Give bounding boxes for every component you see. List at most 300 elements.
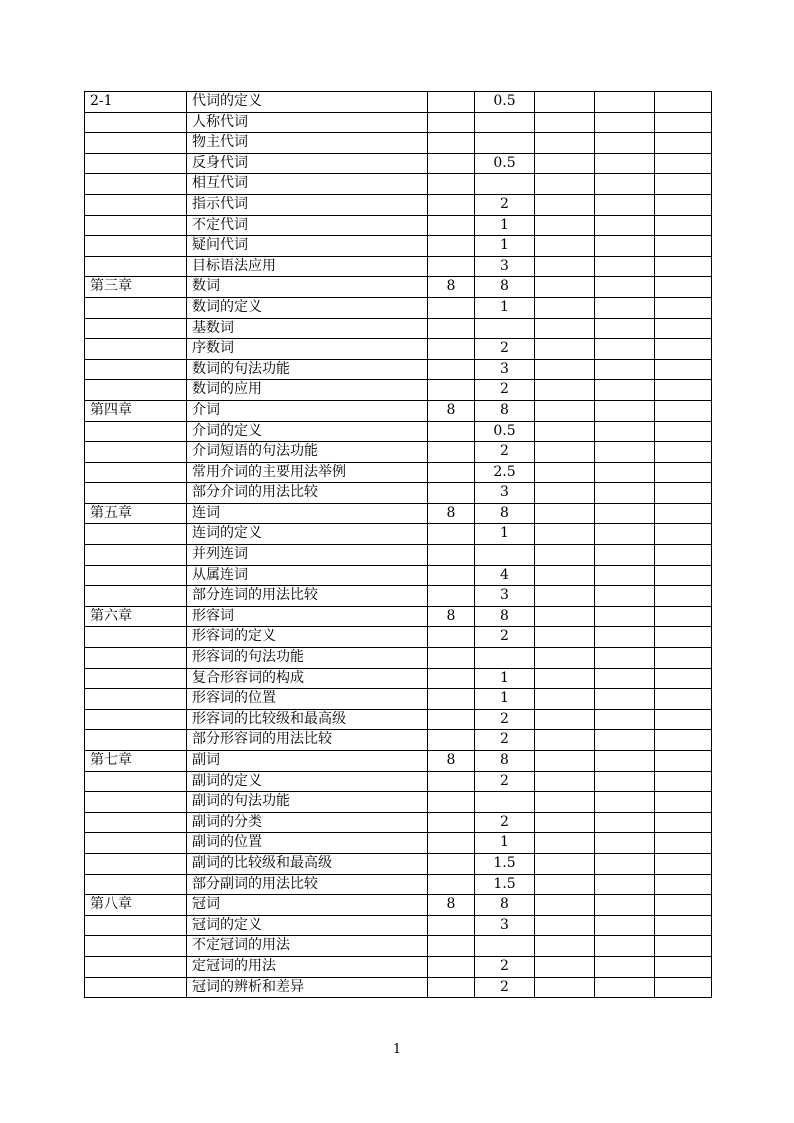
blank-cell xyxy=(655,730,712,751)
table-row xyxy=(85,236,712,257)
topic-cell: 复合形容词的构成 xyxy=(187,668,428,689)
blank-cell xyxy=(535,709,595,730)
topic-cell: 从属连词 xyxy=(187,565,428,586)
blank-cell xyxy=(595,194,655,215)
blank-cell xyxy=(535,689,595,710)
topic-cell: 冠词的辨析和差异 xyxy=(187,977,428,998)
chapter-cell: 2-1 xyxy=(85,92,187,113)
table-row xyxy=(85,339,712,360)
table-row xyxy=(85,359,712,380)
chapter-cell xyxy=(85,956,187,977)
table-row xyxy=(85,92,712,113)
chapter-hours-cell xyxy=(428,421,475,442)
topic-hours-cell: 2 xyxy=(475,730,535,751)
topic-cell: 连词的定义 xyxy=(187,524,428,545)
table-row xyxy=(85,545,712,566)
blank-cell xyxy=(595,833,655,854)
blank-cell xyxy=(655,277,712,298)
chapter-hours-cell xyxy=(428,792,475,813)
chapter-cell: 第四章 xyxy=(85,400,187,421)
blank-cell xyxy=(535,92,595,113)
blank-cell xyxy=(655,709,712,730)
blank-cell xyxy=(655,92,712,113)
chapter-cell xyxy=(85,812,187,833)
chapter-hours-cell xyxy=(428,318,475,339)
blank-cell xyxy=(595,359,655,380)
blank-cell xyxy=(655,339,712,360)
table-row xyxy=(85,400,712,421)
blank-cell xyxy=(535,751,595,772)
blank-cell xyxy=(655,853,712,874)
topic-cell: 形容词的定义 xyxy=(187,627,428,648)
blank-cell xyxy=(595,648,655,669)
chapter-hours-cell: 8 xyxy=(428,277,475,298)
table-row xyxy=(85,895,712,916)
chapter-hours-cell xyxy=(428,236,475,257)
chapter-hours-cell xyxy=(428,112,475,133)
blank-cell xyxy=(595,174,655,195)
table-row xyxy=(85,215,712,236)
table-row xyxy=(85,977,712,998)
table-row xyxy=(85,956,712,977)
chapter-hours-cell xyxy=(428,256,475,277)
topic-cell: 冠词 xyxy=(187,895,428,916)
blank-cell xyxy=(595,503,655,524)
blank-cell xyxy=(535,730,595,751)
chapter-cell xyxy=(85,339,187,360)
topic-cell: 反身代词 xyxy=(187,153,428,174)
blank-cell xyxy=(595,565,655,586)
blank-cell xyxy=(535,524,595,545)
blank-cell xyxy=(535,256,595,277)
blank-cell xyxy=(535,153,595,174)
table-row xyxy=(85,153,712,174)
chapter-hours-cell xyxy=(428,812,475,833)
blank-cell xyxy=(655,627,712,648)
topic-cell: 数词的句法功能 xyxy=(187,359,428,380)
chapter-cell: 第六章 xyxy=(85,606,187,627)
blank-cell xyxy=(595,812,655,833)
blank-cell xyxy=(595,545,655,566)
table-row xyxy=(85,936,712,957)
topic-cell: 部分介词的用法比较 xyxy=(187,483,428,504)
chapter-cell xyxy=(85,133,187,154)
chapter-hours-cell xyxy=(428,153,475,174)
blank-cell xyxy=(595,668,655,689)
blank-cell xyxy=(655,442,712,463)
blank-cell xyxy=(535,977,595,998)
blank-cell xyxy=(535,812,595,833)
chapter-cell: 第八章 xyxy=(85,895,187,916)
topic-hours-cell: 0.5 xyxy=(475,421,535,442)
chapter-hours-cell xyxy=(428,627,475,648)
chapter-hours-cell xyxy=(428,956,475,977)
blank-cell xyxy=(655,236,712,257)
blank-cell xyxy=(655,648,712,669)
topic-cell: 定冠词的用法 xyxy=(187,956,428,977)
blank-cell xyxy=(535,359,595,380)
table-row xyxy=(85,771,712,792)
blank-cell xyxy=(595,915,655,936)
topic-hours-cell xyxy=(475,648,535,669)
chapter-hours-cell xyxy=(428,442,475,463)
chapter-cell: 第七章 xyxy=(85,751,187,772)
topic-hours-cell xyxy=(475,112,535,133)
blank-cell xyxy=(535,586,595,607)
table-row xyxy=(85,833,712,854)
topic-hours-cell: 1 xyxy=(475,215,535,236)
blank-cell xyxy=(655,874,712,895)
topic-cell: 不定冠词的用法 xyxy=(187,936,428,957)
blank-cell xyxy=(655,936,712,957)
chapter-hours-cell xyxy=(428,92,475,113)
topic-hours-cell: 8 xyxy=(475,277,535,298)
blank-cell xyxy=(655,297,712,318)
blank-cell xyxy=(535,565,595,586)
blank-cell xyxy=(595,895,655,916)
blank-cell xyxy=(655,545,712,566)
table-row xyxy=(85,297,712,318)
blank-cell xyxy=(535,277,595,298)
topic-hours-cell xyxy=(475,545,535,566)
chapter-hours-cell xyxy=(428,771,475,792)
course-schedule-table xyxy=(84,91,712,998)
table-row xyxy=(85,709,712,730)
chapter-cell xyxy=(85,586,187,607)
topic-cell: 副词 xyxy=(187,751,428,772)
blank-cell xyxy=(595,400,655,421)
chapter-cell xyxy=(85,297,187,318)
chapter-cell xyxy=(85,215,187,236)
topic-hours-cell: 8 xyxy=(475,503,535,524)
chapter-hours-cell xyxy=(428,524,475,545)
topic-cell: 副词的定义 xyxy=(187,771,428,792)
topic-cell: 数词 xyxy=(187,277,428,298)
topic-hours-cell: 1 xyxy=(475,524,535,545)
chapter-hours-cell xyxy=(428,339,475,360)
table-row xyxy=(85,751,712,772)
topic-hours-cell: 2 xyxy=(475,709,535,730)
blank-cell xyxy=(595,730,655,751)
topic-cell: 不定代词 xyxy=(187,215,428,236)
blank-cell xyxy=(655,771,712,792)
blank-cell xyxy=(535,297,595,318)
blank-cell xyxy=(535,853,595,874)
topic-cell: 副词的句法功能 xyxy=(187,792,428,813)
blank-cell xyxy=(595,956,655,977)
table-row xyxy=(85,503,712,524)
topic-hours-cell: 2 xyxy=(475,380,535,401)
chapter-hours-cell xyxy=(428,648,475,669)
blank-cell xyxy=(655,751,712,772)
topic-hours-cell: 1 xyxy=(475,236,535,257)
blank-cell xyxy=(655,689,712,710)
table-row xyxy=(85,380,712,401)
chapter-hours-cell: 8 xyxy=(428,400,475,421)
chapter-hours-cell xyxy=(428,915,475,936)
chapter-cell xyxy=(85,153,187,174)
chapter-cell xyxy=(85,730,187,751)
chapter-hours-cell xyxy=(428,133,475,154)
blank-cell xyxy=(655,380,712,401)
topic-cell: 副词的比较级和最高级 xyxy=(187,853,428,874)
blank-cell xyxy=(535,483,595,504)
chapter-cell xyxy=(85,648,187,669)
topic-hours-cell: 2 xyxy=(475,977,535,998)
topic-hours-cell: 2 xyxy=(475,627,535,648)
topic-cell: 形容词的比较级和最高级 xyxy=(187,709,428,730)
blank-cell xyxy=(595,977,655,998)
topic-cell: 物主代词 xyxy=(187,133,428,154)
chapter-hours-cell xyxy=(428,174,475,195)
chapter-cell xyxy=(85,524,187,545)
blank-cell xyxy=(535,792,595,813)
blank-cell xyxy=(535,503,595,524)
blank-cell xyxy=(595,421,655,442)
topic-hours-cell: 2 xyxy=(475,812,535,833)
page-number: 1 xyxy=(392,1042,402,1057)
topic-hours-cell: 2.5 xyxy=(475,462,535,483)
blank-cell xyxy=(595,442,655,463)
blank-cell xyxy=(655,112,712,133)
blank-cell xyxy=(535,895,595,916)
topic-cell: 序数词 xyxy=(187,339,428,360)
blank-cell xyxy=(595,606,655,627)
blank-cell xyxy=(595,689,655,710)
blank-cell xyxy=(535,380,595,401)
blank-cell xyxy=(595,133,655,154)
topic-hours-cell: 3 xyxy=(475,483,535,504)
table-row xyxy=(85,648,712,669)
chapter-cell xyxy=(85,689,187,710)
topic-cell: 数词的应用 xyxy=(187,380,428,401)
table-row xyxy=(85,194,712,215)
chapter-cell xyxy=(85,236,187,257)
chapter-cell xyxy=(85,462,187,483)
blank-cell xyxy=(655,153,712,174)
topic-cell: 部分副词的用法比较 xyxy=(187,874,428,895)
topic-hours-cell: 8 xyxy=(475,751,535,772)
blank-cell xyxy=(535,400,595,421)
chapter-hours-cell: 8 xyxy=(428,751,475,772)
chapter-cell xyxy=(85,174,187,195)
chapter-hours-cell: 8 xyxy=(428,895,475,916)
table-row xyxy=(85,668,712,689)
chapter-cell xyxy=(85,709,187,730)
topic-cell: 指示代词 xyxy=(187,194,428,215)
blank-cell xyxy=(655,133,712,154)
topic-hours-cell xyxy=(475,792,535,813)
blank-cell xyxy=(595,277,655,298)
blank-cell xyxy=(655,400,712,421)
chapter-cell xyxy=(85,977,187,998)
table-row xyxy=(85,256,712,277)
table-row xyxy=(85,853,712,874)
chapter-cell xyxy=(85,112,187,133)
blank-cell xyxy=(535,833,595,854)
topic-cell: 基数词 xyxy=(187,318,428,339)
topic-cell: 疑问代词 xyxy=(187,236,428,257)
blank-cell xyxy=(655,668,712,689)
topic-hours-cell: 1.5 xyxy=(475,853,535,874)
topic-cell: 副词的位置 xyxy=(187,833,428,854)
topic-cell: 数词的定义 xyxy=(187,297,428,318)
chapter-cell: 第五章 xyxy=(85,503,187,524)
topic-hours-cell: 3 xyxy=(475,915,535,936)
chapter-hours-cell: 8 xyxy=(428,606,475,627)
table-row xyxy=(85,689,712,710)
blank-cell xyxy=(535,936,595,957)
topic-hours-cell: 1.5 xyxy=(475,874,535,895)
blank-cell xyxy=(535,462,595,483)
chapter-cell xyxy=(85,194,187,215)
blank-cell xyxy=(535,236,595,257)
chapter-cell xyxy=(85,833,187,854)
chapter-hours-cell xyxy=(428,689,475,710)
topic-cell: 形容词的句法功能 xyxy=(187,648,428,669)
blank-cell xyxy=(535,648,595,669)
table-row xyxy=(85,133,712,154)
blank-cell xyxy=(595,318,655,339)
chapter-hours-cell xyxy=(428,297,475,318)
chapter-hours-cell xyxy=(428,977,475,998)
blank-cell xyxy=(655,194,712,215)
chapter-cell xyxy=(85,771,187,792)
topic-hours-cell xyxy=(475,936,535,957)
blank-cell xyxy=(535,627,595,648)
chapter-cell xyxy=(85,627,187,648)
chapter-hours-cell xyxy=(428,483,475,504)
blank-cell xyxy=(595,936,655,957)
chapter-hours-cell xyxy=(428,462,475,483)
blank-cell xyxy=(655,915,712,936)
table-row xyxy=(85,421,712,442)
table-row xyxy=(85,174,712,195)
blank-cell xyxy=(595,709,655,730)
topic-hours-cell: 2 xyxy=(475,194,535,215)
chapter-hours-cell xyxy=(428,359,475,380)
chapter-cell: 第三章 xyxy=(85,277,187,298)
blank-cell xyxy=(535,668,595,689)
table-row xyxy=(85,874,712,895)
blank-cell xyxy=(655,895,712,916)
topic-hours-cell: 0.5 xyxy=(475,92,535,113)
chapter-cell xyxy=(85,421,187,442)
table-row xyxy=(85,792,712,813)
blank-cell xyxy=(535,915,595,936)
blank-cell xyxy=(595,92,655,113)
blank-cell xyxy=(655,792,712,813)
table-row xyxy=(85,586,712,607)
blank-cell xyxy=(595,297,655,318)
blank-cell xyxy=(655,524,712,545)
blank-cell xyxy=(535,339,595,360)
topic-hours-cell: 3 xyxy=(475,586,535,607)
blank-cell xyxy=(535,874,595,895)
table-row xyxy=(85,730,712,751)
table-row xyxy=(85,565,712,586)
topic-cell: 常用介词的主要用法举例 xyxy=(187,462,428,483)
chapter-hours-cell xyxy=(428,709,475,730)
blank-cell xyxy=(595,236,655,257)
blank-cell xyxy=(535,194,595,215)
table-row xyxy=(85,277,712,298)
chapter-cell xyxy=(85,915,187,936)
table-row xyxy=(85,483,712,504)
chapter-hours-cell xyxy=(428,380,475,401)
topic-cell: 介词 xyxy=(187,400,428,421)
blank-cell xyxy=(655,256,712,277)
topic-hours-cell: 1 xyxy=(475,297,535,318)
blank-cell xyxy=(595,483,655,504)
topic-hours-cell: 2 xyxy=(475,771,535,792)
chapter-cell xyxy=(85,792,187,813)
topic-hours-cell: 8 xyxy=(475,606,535,627)
chapter-cell xyxy=(85,256,187,277)
blank-cell xyxy=(595,524,655,545)
blank-cell xyxy=(535,318,595,339)
blank-cell xyxy=(655,462,712,483)
topic-cell: 连词 xyxy=(187,503,428,524)
topic-hours-cell: 2 xyxy=(475,956,535,977)
blank-cell xyxy=(655,174,712,195)
chapter-cell xyxy=(85,359,187,380)
topic-cell: 代词的定义 xyxy=(187,92,428,113)
blank-cell xyxy=(535,545,595,566)
chapter-hours-cell xyxy=(428,833,475,854)
blank-cell xyxy=(655,606,712,627)
chapter-hours-cell xyxy=(428,215,475,236)
topic-cell: 冠词的定义 xyxy=(187,915,428,936)
topic-hours-cell: 2 xyxy=(475,339,535,360)
table-row xyxy=(85,627,712,648)
topic-hours-cell: 0.5 xyxy=(475,153,535,174)
blank-cell xyxy=(655,586,712,607)
topic-cell: 形容词 xyxy=(187,606,428,627)
topic-hours-cell: 1 xyxy=(475,833,535,854)
blank-cell xyxy=(535,771,595,792)
blank-cell xyxy=(535,421,595,442)
blank-cell xyxy=(535,956,595,977)
chapter-cell xyxy=(85,545,187,566)
topic-hours-cell: 1 xyxy=(475,689,535,710)
table-row xyxy=(85,112,712,133)
blank-cell xyxy=(595,771,655,792)
blank-cell xyxy=(655,812,712,833)
chapter-cell xyxy=(85,874,187,895)
blank-cell xyxy=(595,380,655,401)
chapter-cell xyxy=(85,318,187,339)
table-row xyxy=(85,915,712,936)
blank-cell xyxy=(535,215,595,236)
topic-cell: 相互代词 xyxy=(187,174,428,195)
topic-hours-cell: 3 xyxy=(475,256,535,277)
topic-hours-cell: 8 xyxy=(475,895,535,916)
blank-cell xyxy=(655,565,712,586)
blank-cell xyxy=(655,503,712,524)
topic-cell: 介词短语的句法功能 xyxy=(187,442,428,463)
blank-cell xyxy=(655,833,712,854)
chapter-hours-cell xyxy=(428,668,475,689)
blank-cell xyxy=(535,174,595,195)
topic-cell: 部分连词的用法比较 xyxy=(187,586,428,607)
topic-cell: 部分形容词的用法比较 xyxy=(187,730,428,751)
blank-cell xyxy=(655,215,712,236)
blank-cell xyxy=(595,586,655,607)
table-row xyxy=(85,318,712,339)
topic-hours-cell: 2 xyxy=(475,442,535,463)
blank-cell xyxy=(595,215,655,236)
